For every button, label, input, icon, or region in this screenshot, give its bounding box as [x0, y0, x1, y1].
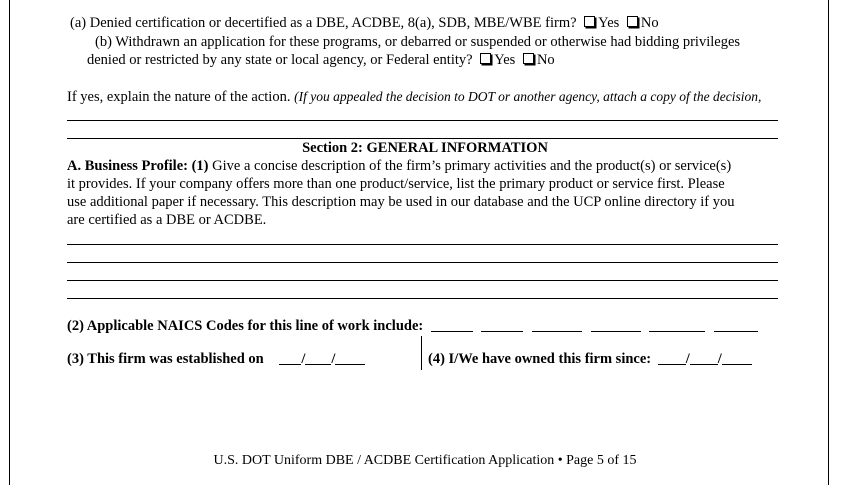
question-a-yes-label: Yes — [598, 15, 620, 31]
naics-code-field-5[interactable] — [649, 318, 705, 332]
question-a-yes-checkbox[interactable] — [584, 16, 595, 27]
profile-text-1: Give a concise description of the firm’s primary activities and the product(s) or service(s) — [212, 158, 732, 174]
profile-answer-line-3[interactable] — [67, 280, 778, 281]
established-label: (3) This firm was established on — [67, 351, 264, 367]
question-b-line1: (b) Withdrawn an application for these programs, or debarred or suspended or otherwise had bidding privileges — [95, 34, 741, 50]
question-b-no-label: No — [536, 52, 555, 68]
established-row — [67, 351, 365, 368]
naics-row — [67, 318, 758, 335]
question-a-text: (a) Denied certification or decertified as a DBE, ACDBE, 8(a), SDB, MBE/WBE firm? — [70, 15, 577, 31]
naics-code-field-2[interactable] — [481, 318, 523, 332]
profile-label: A. Business Profile: (1) — [67, 158, 209, 174]
page-footer — [0, 452, 850, 469]
established-month-field[interactable] — [279, 351, 301, 365]
naics-code-field-1[interactable] — [431, 318, 473, 332]
question-b-text: denied or restricted by any state or local agency, or Federal entity? — [87, 52, 473, 68]
explain-label: If yes, explain the nature of the action. — [67, 89, 291, 105]
profile-line-4: are certified as a DBE or ACDBE. — [67, 212, 267, 228]
question-a — [70, 15, 659, 32]
section-2-title: Section 2: GENERAL INFORMATION — [302, 140, 548, 156]
established-sep-2: / — [331, 351, 336, 367]
established-year-field[interactable] — [335, 351, 365, 365]
question-b-yes-checkbox[interactable] — [480, 53, 491, 64]
profile-line-3: use additional paper if necessary. This description may be used in our database and the UCP online directory if you — [67, 194, 735, 210]
owned-since-month-field[interactable] — [658, 351, 686, 365]
established-sep-1: / — [301, 351, 306, 367]
naics-code-field-4[interactable] — [591, 318, 641, 332]
page-border-right — [828, 0, 829, 485]
naics-code-field-3[interactable] — [532, 318, 582, 332]
question-b-no-checkbox[interactable] — [523, 53, 534, 64]
explain-answer-line-2[interactable] — [67, 138, 778, 139]
question-b-yes-label: Yes — [494, 52, 516, 68]
owned-since-year-field[interactable] — [722, 351, 752, 365]
explain-prompt — [67, 88, 761, 106]
owned-since-sep-1: / — [685, 351, 690, 367]
page-border-left — [9, 0, 10, 485]
profile-line-1 — [67, 158, 731, 175]
explain-note: (If you appealed the decision to DOT or another agency, attach a copy of the decision, — [294, 89, 762, 104]
question-a-no-checkbox[interactable] — [627, 16, 638, 27]
owned-since-row — [428, 351, 752, 368]
question-b-line2 — [87, 52, 555, 69]
footer-page-number: Page 5 of 15 — [566, 453, 637, 468]
footer-title: U.S. DOT Uniform DBE / ACDBE Certification Application — [213, 453, 555, 468]
profile-answer-line-4[interactable] — [67, 298, 778, 299]
footer-bullet: • — [557, 453, 563, 468]
profile-answer-line-1[interactable] — [67, 244, 778, 245]
established-day-field[interactable] — [305, 351, 331, 365]
owned-since-day-field[interactable] — [690, 351, 718, 365]
explain-answer-line-1[interactable] — [67, 120, 778, 121]
owned-since-sep-2: / — [717, 351, 722, 367]
owned-since-label: (4) I/We have owned this firm since: — [428, 351, 652, 367]
naics-label: (2) Applicable NAICS Codes for this line of work include: — [67, 318, 424, 334]
column-divider — [421, 336, 422, 370]
naics-code-field-6[interactable] — [714, 318, 758, 332]
question-a-no-label: No — [640, 15, 659, 31]
profile-line-2: it provides. If your company offers more than one product/service, list the primary product or service first. Please — [67, 176, 725, 192]
profile-answer-line-2[interactable] — [67, 262, 778, 263]
